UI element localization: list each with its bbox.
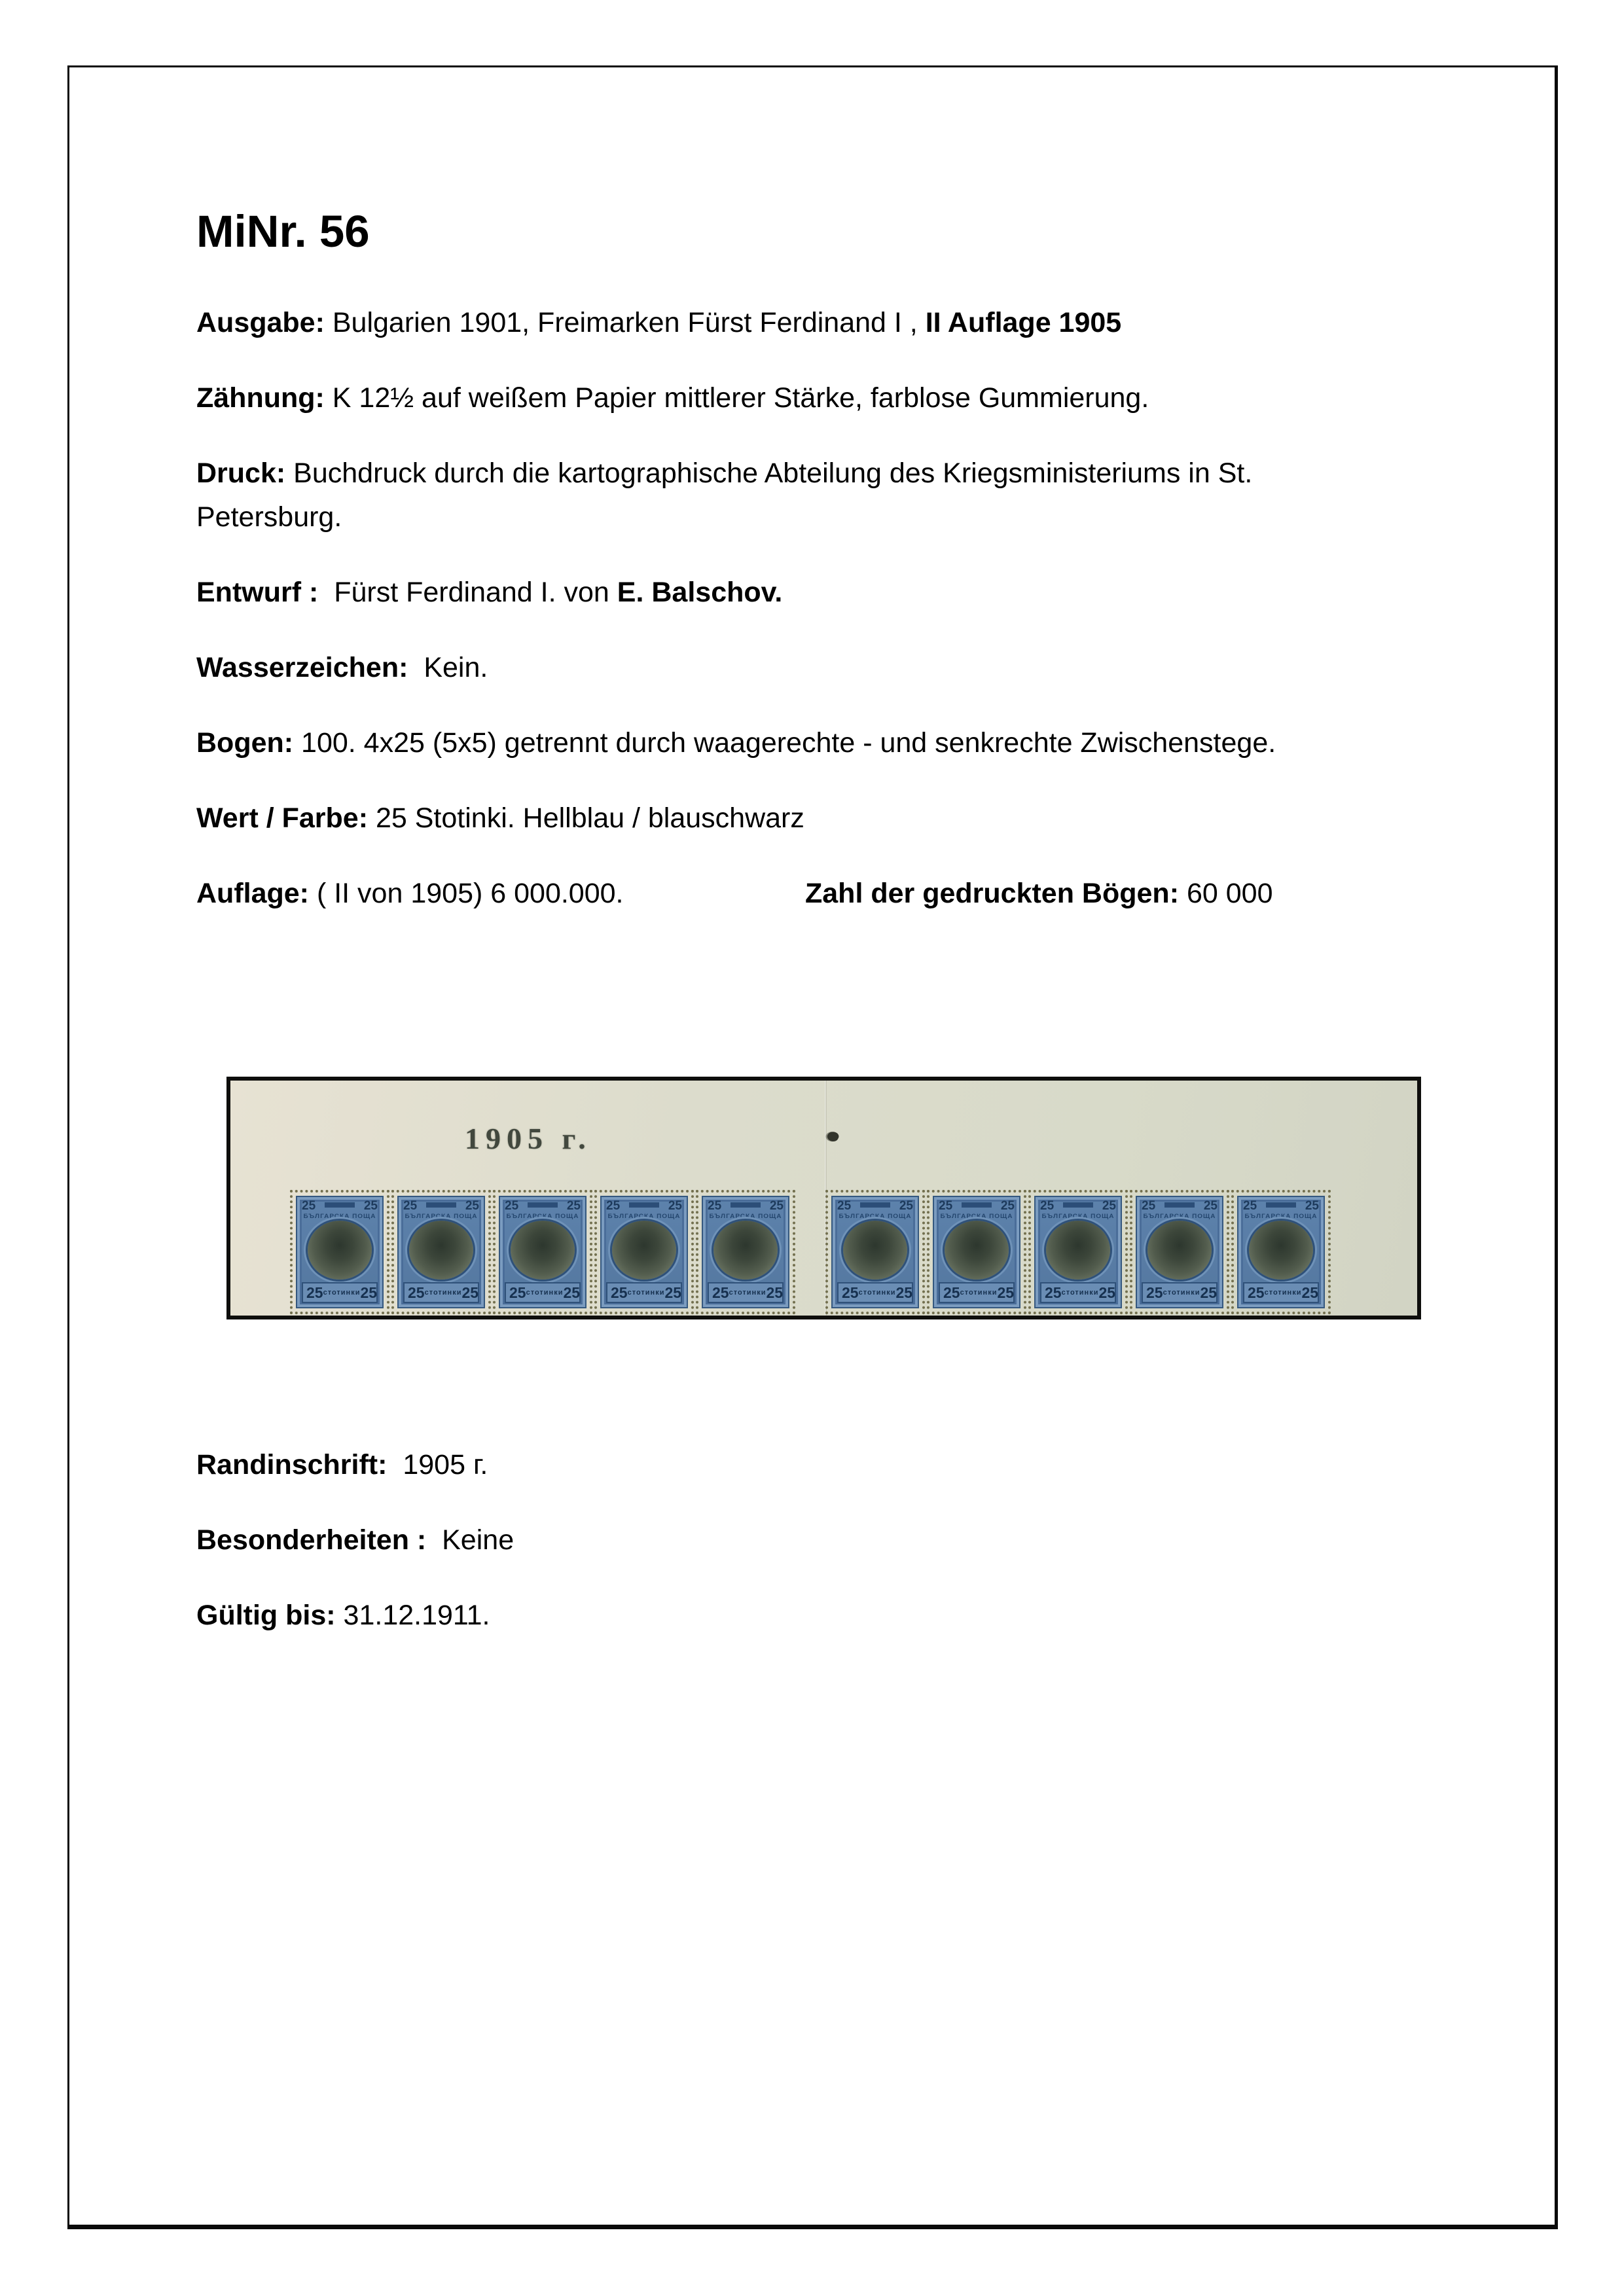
stamp-value-bottom-left: 25 <box>1146 1283 1163 1301</box>
field-label: Wert / Farbe: <box>196 802 369 834</box>
field-value <box>325 307 1121 338</box>
stamp-value-bottom-right: 25 <box>1098 1283 1116 1301</box>
stamp <box>1034 1196 1122 1308</box>
stamp-bottom-tablet <box>1040 1282 1116 1303</box>
stamp-value-bottom-left: 25 <box>306 1283 323 1301</box>
stamp-arc-text: БЪЛГАРСКА ПОЩА <box>940 1213 1013 1220</box>
field-value-text: Buchdruck durch die kartographische Abteilung des Kriegsministeriums in St. Petersburg. <box>196 457 1261 533</box>
auflage-value: ( II von 1905) 6 000.000. <box>309 878 624 909</box>
stamp-top-row <box>703 1197 788 1213</box>
stamp-value-top-right: 25 <box>566 1199 581 1213</box>
stamp <box>600 1196 688 1308</box>
stamp-value-bottom-right: 25 <box>1200 1283 1218 1301</box>
field-value <box>196 457 1260 533</box>
field-row <box>196 1518 1384 1562</box>
stamp-currency: стотинки <box>627 1289 665 1297</box>
stamp-arc-text: БЪЛГАРСКА ПОЩА <box>405 1213 478 1220</box>
stamp-value-top-right: 25 <box>769 1199 784 1213</box>
stamp-value-top-left: 25 <box>403 1199 418 1213</box>
stamp-value-top-left: 25 <box>1040 1199 1055 1213</box>
stamp-group <box>831 1196 1325 1308</box>
field-row <box>196 452 1384 539</box>
field-value <box>325 382 1149 414</box>
stamp-top-bar <box>962 1202 992 1208</box>
field-value-bold: II Auflage 1905 <box>925 307 1122 338</box>
page-border <box>67 65 1558 2229</box>
stamp-top-bar <box>1063 1202 1093 1208</box>
stamp-value-top-left: 25 <box>1142 1199 1156 1213</box>
stamp-arc-text: БЪЛГАРСКА ПОЩА <box>1041 1213 1115 1220</box>
stamp-value-top-left: 25 <box>939 1199 953 1213</box>
stamp-value-bottom-right: 25 <box>360 1283 378 1301</box>
stamp-bottom-tablet <box>606 1282 682 1303</box>
stamp-value-bottom-right: 25 <box>1301 1283 1319 1301</box>
stamp-top-bar <box>528 1202 558 1208</box>
stamp-value-bottom-right: 25 <box>766 1283 784 1301</box>
stamp-currency: стотинки <box>1264 1289 1302 1297</box>
page-title: MiNr. 56 <box>196 206 370 257</box>
stamp-value-top-right: 25 <box>1203 1199 1218 1213</box>
stamp-value-bottom-left: 25 <box>611 1283 628 1301</box>
field-row <box>196 301 1384 345</box>
stamp-value-bottom-left: 25 <box>712 1283 729 1301</box>
field-label: Druck: <box>196 457 286 489</box>
field-label: Bogen: <box>196 727 294 759</box>
printed-sheets <box>805 872 1272 916</box>
stamp-value-bottom-right: 25 <box>997 1283 1015 1301</box>
field-row <box>196 376 1384 420</box>
field-row <box>196 721 1384 765</box>
stamp-value-top-right: 25 <box>465 1199 479 1213</box>
field-row <box>196 1443 1384 1487</box>
stamp <box>933 1196 1020 1308</box>
field-value-text: Fürst Ferdinand I. von <box>318 577 617 608</box>
portrait-oval <box>409 1221 473 1280</box>
stamp-bottom-tablet <box>302 1282 378 1303</box>
stamp-value-top-right: 25 <box>668 1199 682 1213</box>
stamp-top-bar <box>325 1202 355 1208</box>
field-row <box>196 571 1384 615</box>
stamp-top-bar <box>1164 1202 1195 1208</box>
stamp-top-row <box>1238 1197 1324 1213</box>
stamp-top-row <box>1137 1197 1222 1213</box>
stamp-value-bottom-left: 25 <box>943 1283 960 1301</box>
stamp-currency: стотинки <box>424 1289 462 1297</box>
stamp-strip-photo <box>226 1077 1421 1319</box>
stamp-row <box>296 1196 1325 1308</box>
field-list <box>196 301 1384 840</box>
stamp-top-bar <box>731 1202 761 1208</box>
stamp-top-row <box>602 1197 687 1213</box>
stamp-currency: стотинки <box>526 1289 564 1297</box>
field-row <box>196 646 1384 690</box>
portrait-oval <box>612 1221 676 1280</box>
stamp-arc-text: БЪЛГАРСКА ПОЩА <box>1244 1213 1318 1220</box>
field-value-text: 25 Stotinki. Hellblau / blauschwarz <box>368 802 804 834</box>
stamp-value-top-right: 25 <box>899 1199 913 1213</box>
stamp-currency: стотинки <box>323 1289 361 1297</box>
stamp-top-row <box>833 1197 918 1213</box>
stamp-currency: стотинки <box>1163 1289 1200 1297</box>
stamp-value-bottom-right: 25 <box>461 1283 479 1301</box>
field-value-text: 31.12.1911. <box>335 1600 490 1631</box>
stamp-currency: стотинки <box>960 1289 998 1297</box>
portrait-oval <box>1147 1221 1212 1280</box>
stamp-value-top-right: 25 <box>363 1199 378 1213</box>
stamp-bottom-tablet <box>939 1282 1015 1303</box>
field-value <box>293 727 1276 759</box>
stamp <box>1136 1196 1223 1308</box>
field-value <box>318 577 782 608</box>
field-value-text: Keine <box>426 1524 514 1556</box>
stamp-top-bar <box>860 1202 890 1208</box>
stamp-bottom-tablet <box>837 1282 913 1303</box>
field-value-text: K 12½ auf weißem Papier mittlerer Stärke, farblose Gummierung. <box>324 382 1149 414</box>
stamp-value-top-right: 25 <box>1305 1199 1319 1213</box>
field-label: Ausgabe: <box>196 307 325 338</box>
stamp <box>499 1196 586 1308</box>
stamp <box>397 1196 485 1308</box>
stamp-value-top-right: 25 <box>1000 1199 1015 1213</box>
stamp-value-bottom-right: 25 <box>664 1283 682 1301</box>
stamp-arc-text: БЪЛГАРСКА ПОЩА <box>506 1213 579 1220</box>
stamp-currency: стотинки <box>858 1289 896 1297</box>
portrait-oval <box>1249 1221 1313 1280</box>
stamp-value-top-left: 25 <box>837 1199 852 1213</box>
stamp-bottom-tablet <box>403 1282 479 1303</box>
stamp-bottom-tablet <box>1142 1282 1218 1303</box>
field-label: Gültig bis: <box>196 1600 336 1631</box>
stamp-value-top-left: 25 <box>708 1199 722 1213</box>
stamp-value-bottom-left: 25 <box>1045 1283 1062 1301</box>
ink-speck <box>826 1130 840 1143</box>
field-value <box>408 652 488 683</box>
field-value <box>387 1449 488 1480</box>
stamp-top-row <box>934 1197 1019 1213</box>
stamp-arc-text: БЪЛГАРСКА ПОЩА <box>607 1213 681 1220</box>
field-value <box>426 1524 514 1556</box>
field-row <box>196 1594 1384 1638</box>
portrait-oval <box>511 1221 575 1280</box>
stamp-top-row <box>500 1197 585 1213</box>
stamp-value-bottom-left: 25 <box>1248 1283 1265 1301</box>
stamp-top-row <box>297 1197 382 1213</box>
field-row <box>196 797 1384 840</box>
stamp-bottom-tablet <box>1243 1282 1319 1303</box>
field-value-text: Bulgarien 1901, Freimarken Fürst Ferdinand I , <box>324 307 926 338</box>
stamp-value-bottom-right: 25 <box>895 1283 913 1301</box>
stamp-top-row <box>1036 1197 1121 1213</box>
portrait-oval <box>713 1221 778 1280</box>
stamp-value-bottom-left: 25 <box>509 1283 526 1301</box>
printed-sheets-value: 60 000 <box>1179 878 1273 909</box>
stamp-top-bar <box>426 1202 456 1208</box>
field-label: Wasserzeichen: <box>196 652 408 683</box>
stamp-value-bottom-right: 25 <box>563 1283 581 1301</box>
stamp-value-bottom-left: 25 <box>842 1283 859 1301</box>
field-value <box>368 802 804 834</box>
portrait-oval <box>843 1221 907 1280</box>
stamp-value-bottom-left: 25 <box>408 1283 425 1301</box>
footer-field-list <box>196 1443 1384 1669</box>
stamp <box>296 1196 384 1308</box>
portrait-oval <box>1046 1221 1110 1280</box>
stamp-currency: стотинки <box>1061 1289 1099 1297</box>
stamp-arc-text: БЪЛГАРСКА ПОЩА <box>709 1213 782 1220</box>
stamp-value-top-left: 25 <box>606 1199 621 1213</box>
stamp-value-top-right: 25 <box>1102 1199 1116 1213</box>
page-content <box>196 208 1384 947</box>
stamp <box>1237 1196 1325 1308</box>
field-label: Besonderheiten : <box>196 1524 427 1556</box>
printed-sheets-label: Zahl der gedruckten Bögen: <box>805 878 1180 909</box>
stamp-top-bar <box>1266 1202 1296 1208</box>
field-value-text: 1905 г. <box>387 1449 488 1480</box>
stamp-top-bar <box>629 1202 659 1208</box>
stamp-value-top-left: 25 <box>302 1199 316 1213</box>
stamp-value-top-left: 25 <box>1243 1199 1257 1213</box>
stamp-arc-text: БЪЛГАРСКА ПОЩА <box>303 1213 376 1220</box>
stamp <box>702 1196 789 1308</box>
field-value-bold: E. Balschov. <box>617 577 783 608</box>
stamp-bottom-tablet <box>708 1282 784 1303</box>
stamp-arc-text: БЪЛГАРСКА ПОЩА <box>839 1213 912 1220</box>
stamp-bottom-tablet <box>505 1282 581 1303</box>
sheet-margin-inscription: 1905 г. <box>465 1122 592 1155</box>
field-label: Zähnung: <box>196 382 325 414</box>
auflage-row <box>196 872 1384 916</box>
portrait-oval <box>308 1221 372 1280</box>
stamp-currency: стотинки <box>729 1289 767 1297</box>
field-value-text: Kein. <box>408 652 488 683</box>
stamp-value-top-left: 25 <box>505 1199 519 1213</box>
field-value <box>336 1600 490 1631</box>
field-label: Randinschrift: <box>196 1449 388 1480</box>
stamp-top-row <box>399 1197 484 1213</box>
stamp-group <box>296 1196 789 1308</box>
stamp <box>831 1196 919 1308</box>
auflage-label: Auflage: <box>196 878 309 909</box>
field-value-text: 100. 4x25 (5x5) getrennt durch waagerechte - und senkrechte Zwischenstege. <box>293 727 1276 759</box>
portrait-oval <box>945 1221 1009 1280</box>
field-label: Entwurf : <box>196 577 319 608</box>
stamp-arc-text: БЪЛГАРСКА ПОЩА <box>1143 1213 1216 1220</box>
